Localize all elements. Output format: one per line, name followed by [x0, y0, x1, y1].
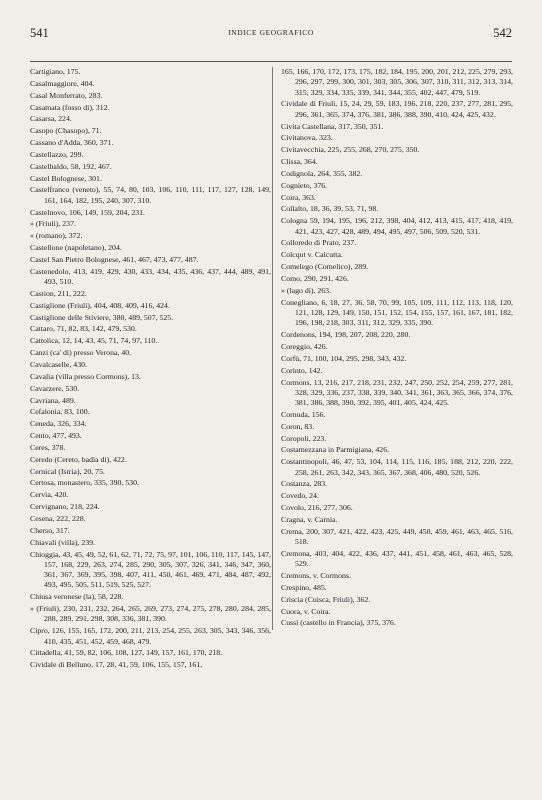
index-entry: Cherso, 317.: [30, 525, 70, 535]
index-entry: Cologna 59, 194, 195, 196, 212, 398, 404, 412, 413, 415, 417, 418, 419, 421, 423, 427, 428, 489, 494, 495, 497, 506, 509, 520, 531.: [281, 216, 513, 236]
index-entry: Collalto, 18, 36, 39, 53, 71, 98.: [281, 204, 379, 214]
index-entry: Comelego (Comelico), 289.: [281, 262, 369, 272]
index-entry: » (Friuli), 230, 231, 232, 264, 265, 269, 273, 274, 275, 278, 280, 284, 285, 288, 289, 291, 298, 308, 336, 381, 390.: [30, 604, 271, 624]
index-entry: Chioggia, 43, 45, 49, 52, 61, 62, 71, 72, 75, 97, 101, 106, 110, 117, 145, 147, 157, 168, 229, 263, 274, 285, 290, 305, 307, 326, 341, 346, 347, 360, 361, 367, 369, 395, 398, 407, 411, 450, 461, 469, 471, 484, 487, 492, 493, 495, 505, 511, 519, 525, 527.: [30, 549, 271, 590]
index-entry: Castion, 211, 222.: [30, 288, 87, 298]
index-entry: Cattolica, 12, 14, 43, 45, 71, 74, 97, 110.: [30, 336, 158, 346]
index-entry: Casopo (Chasopo), 71.: [30, 126, 102, 136]
index-entry: Castiglione (Friuli), 404, 408, 409, 416, 424.: [30, 300, 170, 310]
index-entry: Castel San Pietro Bolognese, 461, 467, 473, 477, 487.: [30, 254, 199, 264]
index-entry: Cormons, 13, 216, 217, 218, 231, 232, 247, 250, 252, 254, 259, 277, 281, 328, 329, 336, 237, 338, 339, 340, 341, 361, 363, 365, 366, 374, 376, 381, 386, 388, 390, 392, 395, 401, 405, 424, 425.: [281, 377, 513, 408]
index-entry: Cavarzere, 530.: [30, 383, 80, 393]
index-entry: Costamezzana in Parmigiana, 426.: [281, 445, 390, 455]
index-entry: Coira, 363.: [281, 192, 316, 202]
index-entry: Cavalia (villa presso Cormons), 13.: [30, 371, 141, 381]
index-entry: Cassano d'Adda, 360, 371.: [30, 138, 114, 148]
index-entry: Cividale di Friuli, 15, 24, 29, 59, 183, 196, 218, 220, 237, 277, 281, 295, 296, 361, 365, 374, 376, 381, 386, 388, 390, 410, 424, 425, 432.: [281, 99, 513, 119]
index-entry: Casarsa, 224.: [30, 114, 72, 124]
index-entry: Costanza, 283.: [281, 479, 328, 489]
index-entry: Ceredo (Cereto, badia di), 422.: [30, 454, 127, 464]
index-entry: Cernical (Istria), 20, 75.: [30, 466, 105, 476]
index-entry: Colloredo di Prato, 237.: [281, 238, 357, 248]
index-entry: Conegliano, 6, 18, 27, 36, 58, 70, 99, 105, 109, 111, 112, 113, 118, 120, 121, 128, 129, 149, 150, 151, 152, 154, 155, 157, 161, 167, 181, 182, 196, 198, 218, 303, 311, 312, 329, 335, 390.: [281, 297, 513, 328]
index-entry: Cividale di Belluno, 17, 28, 41, 59, 106, 155, 157, 161,: [30, 660, 203, 670]
page-header: [30, 26, 512, 42]
index-entry: Cento, 477, 493.: [30, 431, 82, 441]
left-column: [30, 67, 271, 672]
index-entry: Cuora, v. Coira.: [281, 606, 331, 616]
index-entry: Covolo, 216, 277, 306.: [281, 503, 353, 513]
index-entry: Casalmaggiore, 404.: [30, 78, 95, 88]
index-entry: Castiglione delle Stiviere, 380, 489, 507, 525.: [30, 312, 174, 322]
index-entry: Chiusa veronese (la), 58, 228.: [30, 592, 124, 602]
index-entry: » (Friuli), 237.: [30, 219, 76, 229]
index-entry: Castellone (napoletano), 204.: [30, 243, 122, 253]
index-entry: Canzi (ca' di) presso Verona, 40.: [30, 348, 132, 358]
index-entry: Ceneda, 326, 334.: [30, 419, 87, 429]
index-entry: Coropoli, 223.: [281, 433, 327, 443]
index-entry: Chiavali (villa), 239.: [30, 537, 95, 547]
index-entry: Cartigiano, 175.: [30, 67, 81, 76]
index-entry: Coron, 83.: [281, 421, 315, 431]
index-entry: Cordenons, 194, 198, 207, 208, 220, 280.: [281, 330, 411, 340]
running-title: INDICE GEOGRAFICO: [228, 28, 314, 37]
index-entry: Castelfranco (veneto), 55, 74, 80, 103, 106, 110, 111, 117, 127, 128, 149, 161, 164, 182, 195, 240, 307, 310.: [30, 185, 271, 205]
index-entry: Codignola, 264, 355, 382.: [281, 168, 363, 178]
index-entry: Cognieto, 376.: [281, 180, 328, 190]
index-entry: Castelnovo, 106, 149, 159, 204, 231.: [30, 207, 146, 217]
index-entry: » (lago di), 263.: [281, 285, 332, 295]
index-entry: Cavriana, 489.: [30, 395, 76, 405]
index-entry: Castelbaldo, 58, 192, 467.: [30, 161, 112, 171]
index-entry: Castel Bolognese, 301.: [30, 173, 102, 183]
index-entry: Cussi (castello in Francia), 375, 376.: [281, 618, 396, 628]
index-entry: Colcqut v. Calcutta.: [281, 250, 343, 260]
index-entry: Covedo, 24.: [281, 491, 319, 501]
index-entry: Cornuda, 156.: [281, 409, 326, 419]
index-entry: Civitavecchia, 225, 255, 268, 270, 275, 350.: [281, 145, 420, 155]
index-entry: » (romano), 372.: [30, 231, 83, 241]
index-entry: Civitanova, 323.: [281, 133, 333, 143]
index-entry: Certosa, monastero, 335, 390, 530.: [30, 478, 139, 488]
index-entry: Costantinopoli, 46, 47, 53, 104, 114, 115, 116, 185, 188, 212, 220, 222, 258, 261, 263, 342, 343, 365, 367, 368, 406, 480, 520, 526.: [281, 457, 513, 477]
index-entry: Casal Monferrato, 283.: [30, 90, 103, 100]
index-entry: Crespino, 485.: [281, 582, 327, 592]
index-entry: Cavalcaselle, 430.: [30, 360, 87, 369]
header-rule: [30, 61, 512, 62]
index-entry: Castenedolo, 413, 419, 429, 430, 433, 434, 435, 436, 437, 444, 489, 491, 493, 510.: [30, 266, 271, 287]
index-entry: Cesena, 222, 228.: [30, 513, 86, 523]
index-entry: Casamata (fosso di), 312.: [30, 102, 110, 112]
index-entry: Cervia, 420.: [30, 490, 69, 500]
index-entry: Cragna, v. Carnia.: [281, 514, 338, 524]
index-entry: Civita Castellana, 317, 350, 351.: [281, 121, 384, 131]
index-entry: Cittadella, 41, 59, 82, 106, 108, 127, 149, 157, 161, 170, 218.: [30, 648, 223, 658]
left-page-number: 541: [30, 26, 49, 40]
index-entry: Ceres, 378.: [30, 442, 66, 452]
index-entry: Cervignano, 218, 224.: [30, 502, 100, 512]
index-entry: Como, 290, 291, 426.: [281, 274, 349, 283]
index-entry: Corinto, 142.: [281, 365, 323, 375]
index-entry: Cefalonia, 83, 100.: [30, 407, 90, 417]
index-entry: Cattaro, 71, 82, 83, 142, 479, 530.: [30, 324, 137, 334]
index-entry: 165, 166, 170, 172, 173, 175, 182, 184, 195, 200, 201, 212, 225, 279, 293, 296, 297, 299, 300, 301, 303, 305, 306, 307, 310, 311, 312, 313, 314, 315, 329, 334, 335, 339, 341, 344, 355, 402, 447, 479, 519.: [281, 67, 513, 97]
index-entry: Corfù, 71, 100, 104, 295, 298, 343, 432.: [281, 353, 407, 363]
index-entry: Cremona, 403, 404, 422, 436, 437, 441, 451, 458, 461, 463, 465, 528, 529.: [281, 548, 513, 569]
right-column: [272, 67, 513, 630]
right-page-number: 542: [493, 26, 512, 40]
index-entry: Castellazzo, 299.: [30, 149, 84, 159]
index-entry: Clissa, 364.: [281, 157, 318, 167]
index-entry: Cremons, v. Cormons.: [281, 571, 351, 581]
index-entry: Criscia (Cuisca, Friuli), 362.: [281, 594, 371, 604]
index-entry: Cipro, 126, 155, 165, 172, 200, 211, 213, 254, 255, 263, 305, 343, 346, 356, 410, 435, 451, 452, 459, 468, 479.: [30, 626, 271, 646]
index-entry: Coreggio, 426.: [281, 341, 328, 351]
index-entry: Crema, 200, 307, 421, 422, 423, 425, 449, 450, 459, 461, 463, 465, 516, 518.: [281, 526, 513, 547]
